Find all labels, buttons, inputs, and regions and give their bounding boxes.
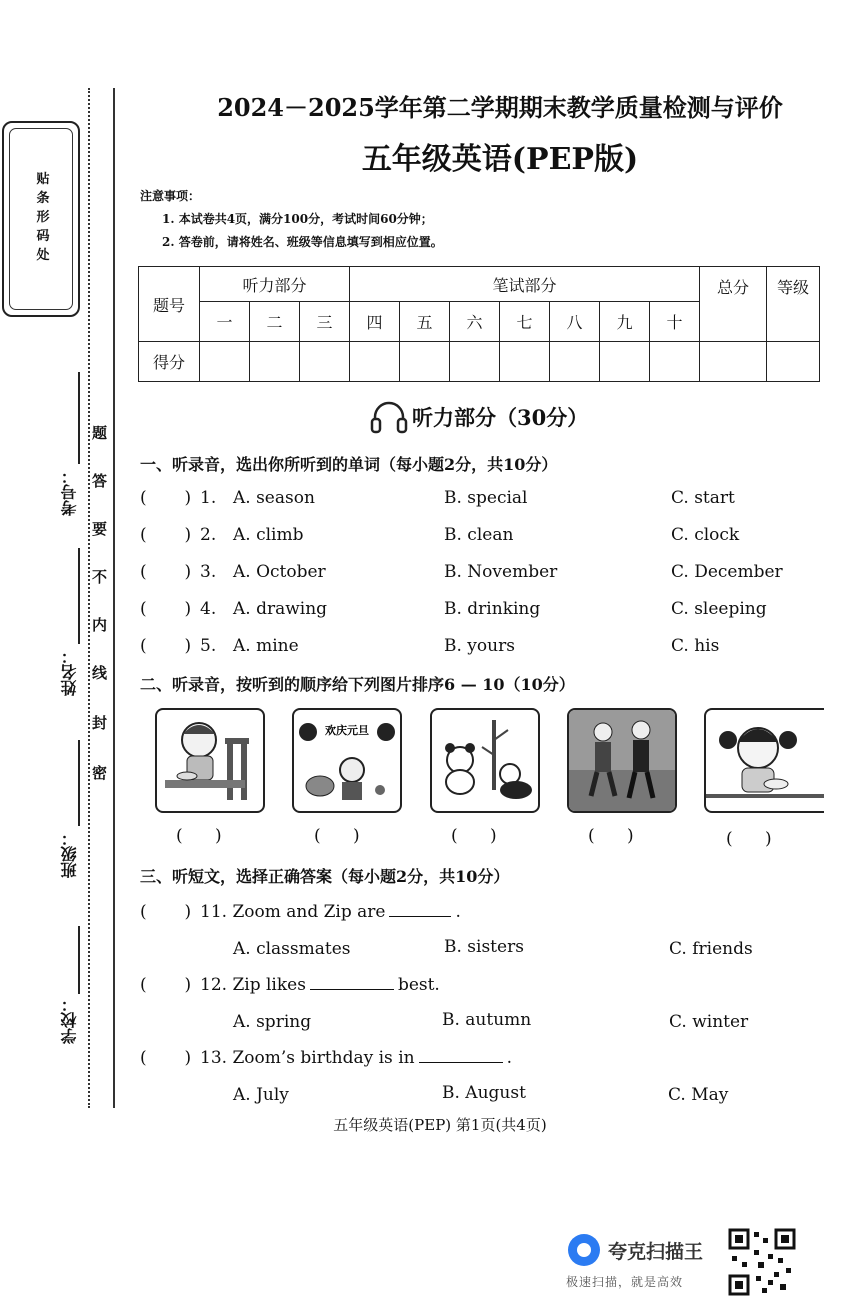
picture-pandas xyxy=(430,708,540,813)
question-number: 4. xyxy=(200,599,217,619)
notice-item: 2. 答卷前，请将姓名、班级等信息填写到相应位置。 xyxy=(162,235,443,249)
option-a: A. drawing xyxy=(233,599,328,619)
grade-cell[interactable] xyxy=(767,342,820,382)
row-label-score: 得分 xyxy=(139,342,200,382)
option-c: C. winter xyxy=(669,1012,749,1032)
seal-char: 内 xyxy=(92,616,108,634)
name-line xyxy=(78,548,80,644)
answer-paren[interactable]: ( ) xyxy=(140,975,192,995)
writing-header: 笔试部分 xyxy=(350,267,700,302)
seal-char: 封 xyxy=(92,714,108,732)
order-paren[interactable]: ( ) xyxy=(726,829,772,849)
part1-heading: 一、听录音，选出你所听到的单词（每小题2分，共10分） xyxy=(140,455,558,474)
col-header: 二 xyxy=(250,302,300,342)
fill-blank[interactable] xyxy=(389,902,451,917)
qr-code-icon xyxy=(728,1228,796,1296)
class-label: 班级： xyxy=(60,830,79,878)
exam-number-label: 考号： xyxy=(60,468,79,516)
question-stem: 12. Zip likes xyxy=(200,975,306,995)
col-header: 六 xyxy=(450,302,500,342)
order-paren[interactable]: ( ) xyxy=(588,826,634,846)
picture-new-year xyxy=(292,708,402,813)
question-number: 5. xyxy=(200,636,217,656)
option-c: C. sleeping xyxy=(671,599,767,619)
score-table xyxy=(138,266,820,382)
headphones-icon xyxy=(370,400,408,434)
exam-number-line xyxy=(78,372,80,464)
option-c: C. his xyxy=(671,636,720,656)
answer-paren[interactable]: ( ) xyxy=(140,902,192,922)
question-text xyxy=(200,975,440,995)
question-text xyxy=(200,1048,512,1068)
part2-heading: 二、听录音，按听到的顺序给下列图片排序6 — 10（10分） xyxy=(140,675,575,694)
exam-subtitle: 五年级英语(PEP版) xyxy=(361,142,639,177)
score-cell[interactable] xyxy=(400,342,450,382)
answer-paren[interactable]: ( ) xyxy=(140,562,192,582)
col-header: 十 xyxy=(650,302,700,342)
option-a: A. mine xyxy=(233,636,299,656)
school-line xyxy=(78,926,80,994)
order-paren[interactable]: ( ) xyxy=(314,826,360,846)
class-line xyxy=(78,740,80,826)
row-label-number: 题号 xyxy=(139,267,200,342)
option-c: C. December xyxy=(671,562,783,582)
seal-char: 密 xyxy=(92,764,108,782)
col-header: 一 xyxy=(200,302,250,342)
grade-header: 等级 xyxy=(767,267,820,342)
option-c: C. May xyxy=(668,1085,729,1105)
answer-paren[interactable]: ( ) xyxy=(140,636,192,656)
picture-walking xyxy=(567,708,677,813)
option-b: B. autumn xyxy=(442,1010,532,1030)
scanner-watermark xyxy=(566,1232,703,1268)
question-stem: 13. Zoom’s birthday is in xyxy=(200,1048,415,1068)
question-stem-end: . xyxy=(506,1048,512,1068)
question-stem-end: . xyxy=(455,902,461,922)
picture-caption: 欢庆元旦 xyxy=(325,724,369,737)
notice-item: 1. 本试卷共4页，满分100分，考试时间60分钟； xyxy=(162,212,433,226)
answer-paren[interactable]: ( ) xyxy=(140,1048,192,1068)
option-a: A. season xyxy=(233,488,315,508)
question-text xyxy=(200,902,461,922)
total-header: 总分 xyxy=(700,267,767,342)
seal-char: 不 xyxy=(92,568,108,586)
notice-title: 注意事项： xyxy=(140,189,201,203)
listening-banner xyxy=(370,400,588,434)
scanner-slogan: 极速扫描，就是高效 xyxy=(566,1275,684,1289)
seal-char: 要 xyxy=(92,520,108,538)
barcode-box xyxy=(2,121,80,317)
part3-heading: 三、听短文，选择正确答案（每小题2分，共10分） xyxy=(140,867,510,886)
col-header: 九 xyxy=(600,302,650,342)
order-paren[interactable]: ( ) xyxy=(176,826,222,846)
seal-char: 答 xyxy=(92,472,108,490)
answer-paren[interactable]: ( ) xyxy=(140,599,192,619)
seal-dotted-line xyxy=(88,88,90,1108)
question-number: 1. xyxy=(200,488,217,508)
option-a: A. spring xyxy=(233,1012,312,1032)
picture-cleaning-table xyxy=(155,708,265,813)
score-cell[interactable] xyxy=(600,342,650,382)
listening-banner-text: 听力部分（30分） xyxy=(412,405,589,430)
barcode-label: 贴条形码处 xyxy=(33,171,49,267)
name-label: 姓名： xyxy=(60,648,79,696)
score-cell[interactable] xyxy=(650,342,700,382)
option-b: B. special xyxy=(444,488,528,508)
option-c: C. start xyxy=(671,488,735,508)
seal-char: 线 xyxy=(92,664,108,682)
option-a: A. classmates xyxy=(233,939,351,959)
question-stem: 11. Zoom and Zip are xyxy=(200,902,386,922)
col-header: 八 xyxy=(550,302,600,342)
option-b: B. November xyxy=(444,562,558,582)
picture-girl-eating xyxy=(704,708,824,813)
score-cell[interactable] xyxy=(200,342,250,382)
score-cell[interactable] xyxy=(350,342,400,382)
option-b: B. August xyxy=(442,1083,526,1103)
page-footer: 五年级英语(PEP) 第1页(共4页) xyxy=(333,1116,547,1134)
score-cell[interactable] xyxy=(500,342,550,382)
col-header: 三 xyxy=(300,302,350,342)
score-cell[interactable] xyxy=(250,342,300,382)
exam-title: 2024－2025学年第二学期期末教学质量检测与评价 xyxy=(217,93,783,122)
col-header: 七 xyxy=(500,302,550,342)
order-paren[interactable]: ( ) xyxy=(451,826,497,846)
seal-char: 题 xyxy=(92,424,108,442)
seal-solid-line xyxy=(113,88,115,1108)
listening-header: 听力部分 xyxy=(200,267,350,302)
option-b: B. sisters xyxy=(444,937,524,957)
option-c: C. friends xyxy=(669,939,753,959)
school-label: 学校： xyxy=(60,996,79,1044)
total-cell[interactable] xyxy=(700,342,767,382)
fill-blank[interactable] xyxy=(310,975,394,990)
option-a: A. climb xyxy=(233,525,304,545)
scanner-brand: 夸克扫描王 xyxy=(608,1240,704,1263)
question-stem-end: best. xyxy=(397,975,440,995)
scanner-logo-icon xyxy=(566,1232,602,1268)
option-b: B. drinking xyxy=(444,599,541,619)
question-number: 2. xyxy=(200,525,217,545)
answer-paren[interactable]: ( ) xyxy=(140,525,192,545)
score-cell[interactable] xyxy=(300,342,350,382)
answer-paren[interactable]: ( ) xyxy=(140,488,192,508)
option-b: B. clean xyxy=(444,525,514,545)
option-a: A. July xyxy=(233,1085,289,1105)
col-header: 四 xyxy=(350,302,400,342)
col-header: 五 xyxy=(400,302,450,342)
score-cell[interactable] xyxy=(550,342,600,382)
option-c: C. clock xyxy=(671,525,740,545)
option-b: B. yours xyxy=(444,636,515,656)
question-number: 3. xyxy=(200,562,217,582)
option-a: A. October xyxy=(233,562,326,582)
score-cell[interactable] xyxy=(450,342,500,382)
fill-blank[interactable] xyxy=(419,1048,503,1063)
